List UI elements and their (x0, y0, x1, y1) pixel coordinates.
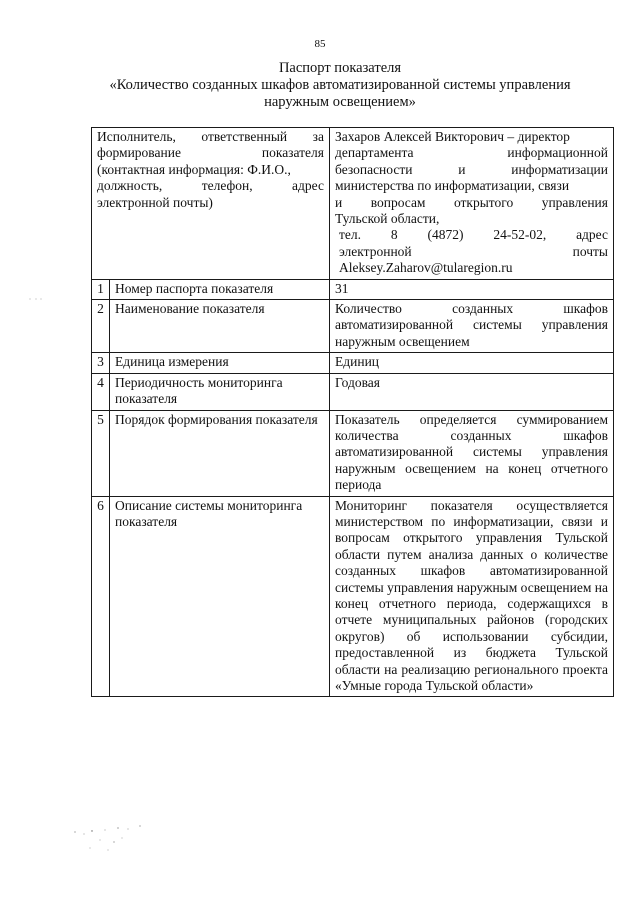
document-title (60, 60, 620, 111)
table-row (92, 496, 614, 697)
row-name: Описание системы мониторинга показателя (110, 496, 330, 697)
table-row-executor (92, 128, 614, 280)
scan-noise-bottom (70, 820, 190, 860)
executor-label-line: электронной почты) (97, 194, 213, 210)
row-number: 5 (92, 410, 110, 496)
executor-value-line: департамента информационной (335, 145, 608, 161)
executor-label-line: должность, телефон, адрес (97, 178, 324, 194)
row-value: Единиц (330, 353, 614, 373)
executor-value-line: Тульской области, (335, 211, 440, 227)
executor-value-line: Захаров Алексей Викторович – директор (335, 129, 570, 144)
table-row (92, 279, 614, 299)
executor-value-line: тел. 8 (4872) 24-52-02, адрес (339, 227, 608, 243)
page-number: 85 (314, 38, 326, 50)
executor-value-cell (330, 128, 614, 280)
row-value: Количество созданных шкафов автоматизированной системы управления наружным освещением (330, 300, 614, 353)
executor-email: Aleksey.Zaharov@tularegion.ru (339, 260, 513, 276)
title-line-3: наружным освещением» (264, 94, 416, 110)
executor-value-line: безопасности и информатизации (335, 161, 608, 177)
table-row (92, 300, 614, 353)
title-line-1: Паспорт показателя (278, 60, 402, 76)
table-row (92, 410, 614, 496)
executor-label-line: (контактная информация: Ф.И.О., (97, 161, 291, 177)
row-value: Мониторинг показателя осуществляется министерством по информатизации, связи и вопросам открытого управления Тульской области путем анализа данных о количестве созданных шкафов автоматизированной системы управления наружным освещением на конец отчетного периода, содержащихся в отчете муниципальных районов (городских округов) об использовании субсидии, предоставленной из бюджета Тульской области на реализацию регионального проекта «Умные города Тульской области» (330, 496, 614, 697)
table-row (92, 373, 614, 410)
executor-value-line: министерства по информатизации, связи (335, 178, 570, 194)
passport-table (91, 127, 614, 697)
row-number: 4 (92, 373, 110, 410)
row-value: 31 (330, 279, 614, 299)
row-value: Годовая (330, 373, 614, 410)
row-name: Единица измерения (110, 353, 330, 373)
row-name: Периодичность мониторинга показателя (110, 373, 330, 410)
row-name: Наименование показателя (110, 300, 330, 353)
executor-value-line: и вопросам открытого управления (335, 194, 608, 210)
scan-noise-side (28, 296, 48, 302)
row-number: 3 (92, 353, 110, 373)
row-number: 2 (92, 300, 110, 353)
row-number: 1 (92, 279, 110, 299)
table-row (92, 353, 614, 373)
executor-value-line: электронной почты (339, 243, 608, 259)
row-name: Порядок формирования показателя (110, 410, 330, 496)
row-name: Номер паспорта показателя (110, 279, 330, 299)
row-number: 6 (92, 496, 110, 697)
executor-label-line: формирование показателя (97, 145, 324, 161)
executor-label-cell (92, 128, 330, 280)
title-line-2: «Количество созданных шкафов автоматизированной системы управления (109, 77, 571, 93)
row-value: Показатель определяется суммированием количества созданных шкафов автоматизированной системы управления наружным освещением на конец отчетного периода (330, 410, 614, 496)
executor-label-line: Исполнитель, ответственный за (97, 129, 324, 144)
